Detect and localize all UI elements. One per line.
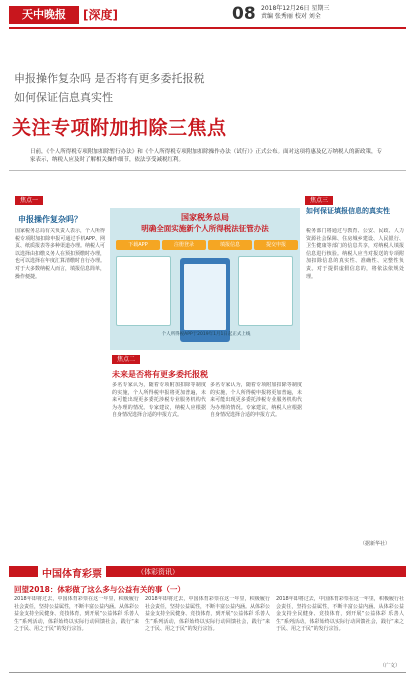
info-card-right: [238, 256, 293, 326]
infographic-caption: 个人所得税APP于2019年1月1日起正式上线: [161, 332, 251, 337]
infographic-title: 国家税务总局: [181, 213, 229, 222]
newspaper-logo: 天中晚报: [9, 6, 79, 24]
focus2-body-col2: 多名专家认为，随着专项附加扣除等制度的实施，个人所得税申报将更加普遍，未来可能出现更多委托涉税专业服务机构代为办理的情况。专家建议，纳税人应根据自身情况选择合适的申报方式。: [210, 382, 302, 419]
lottery-body-col2: 2018年即将过去，中国体育彩票在这一年里，积极履行社会责任，坚持公益属性，不断丰富公益内涵。从体彩公益金支持全民健身、竞技体育，到开展“公益体彩 乐善人生”系列活动，体彩始终以实际行动回馈社会，践行“来之于民、用之于民”的发行宗旨。: [145, 596, 270, 633]
info-card-left: [116, 256, 171, 326]
kicker-line-2: 如何保证信息真实性: [14, 91, 113, 104]
lottery-title: 中国体育彩票: [38, 565, 106, 580]
article-source: （据新华社）: [360, 541, 391, 547]
step-2: 注册登录: [162, 240, 206, 250]
infographic-subtitle: 明确全面实施新个人所得税法征管办法: [141, 224, 269, 233]
page-number: 08: [232, 4, 256, 24]
section-label: [深度]: [83, 8, 118, 22]
focus2-subhead: 未来是否将有更多委托报税: [112, 370, 208, 379]
step-4: 提交申报: [254, 240, 298, 250]
header-rule: [9, 27, 406, 29]
issue-date: 2018年12月26日 星期三: [261, 5, 330, 12]
lottery-source: （广文）: [380, 663, 401, 669]
lottery-body-col3: 2018年即将过去，中国体育彩票在这一年里，积极履行社会责任，坚持公益属性，不断丰富公益内涵。从体彩公益金支持全民健身、竞技体育，到开展“公益体彩 乐善人生”系列活动，体彩始终以实际行动回馈社会，践行“来之于民、用之于民”的发行宗旨。: [276, 596, 404, 633]
lottery-headline: 回望2018：体彩做了这么多与公益有关的事（一）: [14, 585, 185, 594]
focus1-body: 国家税务总局有关负责人表示，个人所得税专项附加扣除申报可通过手机APP、网页、纸质报表等多种渠道办理。纳税人可以选择由扣缴义务人在预扣预缴时办理，也可以选择在年度汇算清缴时自行办理。对于大多数纳税人而言，填报信息简单，操作便捷。: [15, 228, 105, 280]
headline: 关注专项附加扣除三焦点: [12, 117, 227, 139]
step-1: 下载APP: [116, 240, 160, 250]
phone-illustration: [180, 258, 230, 342]
focus2-tag: 焦点二: [112, 355, 140, 364]
infographic: [110, 208, 300, 350]
bottom-rule: [9, 672, 406, 673]
kicker-line-1: 申报操作复杂吗 是否将有更多委托报税: [14, 72, 205, 85]
focus3-subhead: 如何保证填报信息的真实性: [306, 207, 390, 215]
focus1-subhead: 申报操作复杂吗？: [18, 215, 82, 224]
focus1-tag: 焦点一: [15, 196, 43, 205]
lead-divider: [9, 170, 406, 171]
step-3: 填报信息: [208, 240, 252, 250]
focus3-body: 税务部门将通过与教育、公安、民政、人力资源社会保障、住房城乡建设、人民银行、卫生健康等部门的信息共享，对纳税人填报信息进行核验。纳税人应当对报送的专项附加扣除信息的真实性、准确性、完整性负责。对于提供虚假信息的，将依法依规处理。: [306, 228, 404, 280]
lottery-subtitle: （体彩资讯）: [137, 568, 179, 576]
editors: 责编 张秀丽 校对 刘全: [261, 13, 321, 20]
header-info: [261, 5, 411, 21]
phone-screen: [184, 264, 226, 330]
focus3-tag: 焦点三: [305, 196, 333, 205]
focus2-body-col1: 多名专家认为，随着专项附加扣除等制度的实施，个人所得税申报将更加普遍，未来可能出现更多委托涉税专业服务机构代为办理的情况。专家建议，纳税人应根据自身情况选择合适的申报方式。: [112, 382, 206, 419]
lottery-body-col1: 2018年即将过去，中国体育彩票在这一年里，积极履行社会责任，坚持公益属性，不断丰富公益内涵。从体彩公益金支持全民健身、竞技体育，到开展“公益体彩 乐善人生”系列活动，体彩始终以实际行动回馈社会，践行“来之于民、用之于民”的发行宗旨。: [14, 596, 139, 633]
lead-paragraph: 日前，《个人所得税专项附加扣除暂行办法》和《个人所得税专项附加扣除操作办法（试行）》正式公布。面对这项将惠及亿万纳税人的新政策，专家表示，纳税人应及时了解相关操作细节，依法享受减税红利。: [30, 149, 383, 163]
